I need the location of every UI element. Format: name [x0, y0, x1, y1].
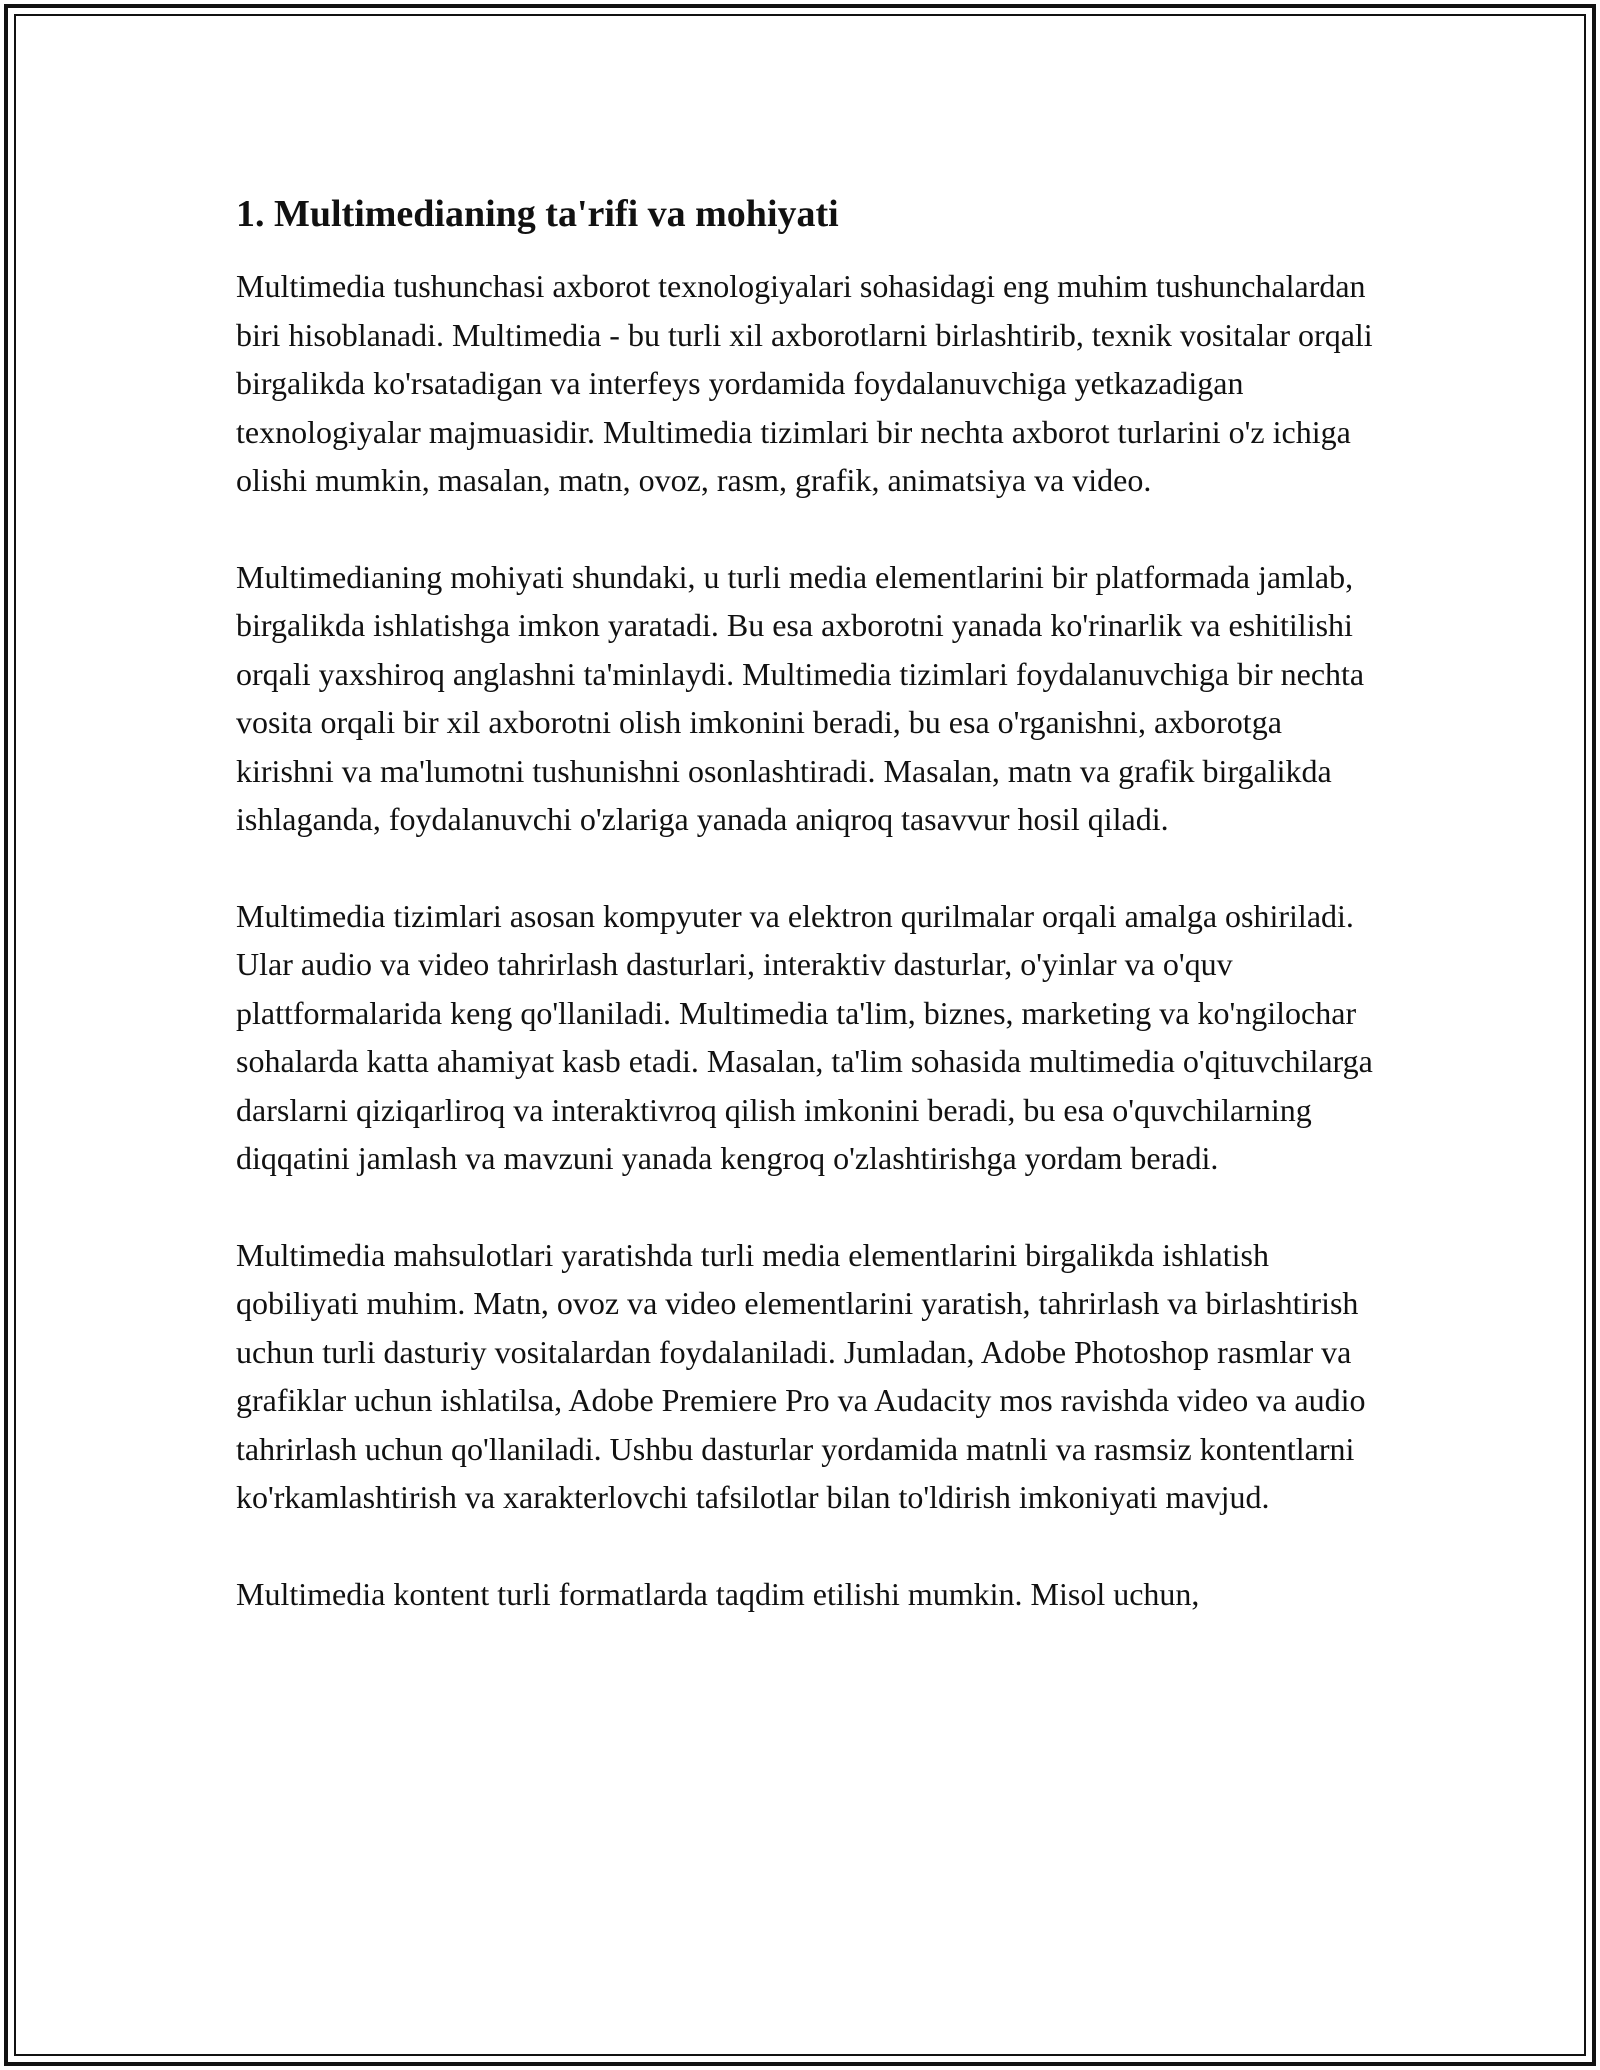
section-heading: 1. Multimedianing ta'rifi va mohiyati — [236, 193, 839, 235]
paragraph-products: Multimedia mahsulotlari yaratishda turli media elementlarini birgalikda ishlatish qobiliyati muhim. Matn, ovoz va video elementlarini yaratish, tahrirlash va birlashtirish uchun turli dasturiy vositalardan foydalaniladi. Jumladan, Adobe Photoshop rasmlar va grafiklar uchun ishlatilsa, Adobe Premiere Pro va Audacity mos ravishda video va audio tahrirlash uchun qo'llaniladi. Ushbu dasturlar yordamida matnli va rasmsiz kontentlarni ko'rkamlashtirish va xarakterlovchi tafsilotlar bilan to'ldirish imkoniyati mavjud. — [236, 1236, 1366, 1515]
paragraph-systems: Multimedia tizimlari asosan kompyuter va elektron qurilmalar orqali amalga oshiriladi. Ular audio va video tahrirlash dasturlari, interaktiv dasturlar, o'yinlar va o'quv plattformalarida keng qo'llaniladi. Multimedia ta'lim, biznes, marketing va ko'ngilochar sohalarda katta ahamiyat kasb etadi. Masalan, ta'lim sohasida multimedia o'qituvchilarga darslarni qiziqarliroq va interaktivroq qilish imkonini beradi, bu esa o'quvchilarning diqqatini jamlash va mavzuni yanada kengroq o'zlashtirishga yordam beradi. — [236, 897, 1373, 1176]
paragraph-formats: Multimedia kontent turli formatlarda taqdim etilishi mumkin. Misol uchun, — [236, 1575, 1200, 1612]
document-body — [236, 186, 1376, 1666]
paragraph-essence: Multimedianing mohiyati shundaki, u turli media elementlarini bir platformada jamlab, birgalikda ishlatishga imkon yaratadi. Bu esa axborotni yanada ko'rinarlik va eshitilishi orqali yaxshiroq anglashni ta'minlaydi. Multimedia tizimlari foydalanuvchiga bir nechta vosita orqali bir xil axborotni olish imkonini beradi, bu esa o'rganishni, axborotga kirishni va ma'lumotni tushunishni osonlashtiradi. Masalan, matn va grafik birgalikda ishlaganda, foydalanuvchi o'zlariga yanada aniqroq tasavvur hosil qiladi. — [236, 558, 1365, 837]
paragraph-definition: Multimedia tushunchasi axborot texnologiyalari sohasidagi eng muhim tushunchalardan biri hisoblanadi. Multimedia - bu turli xil axborotlarni birlashtirib, texnik vositalar orqali birgalikda ko'rsatadigan va interfeys yordamida foydalanuvchiga yetkazadigan texnologiyalar majmuasidir. Multimedia tizimlari bir nechta axborot turlarini o'z ichiga olishi mumkin, masalan, matn, ovoz, rasm, grafik, animatsiya va video. — [236, 268, 1373, 498]
